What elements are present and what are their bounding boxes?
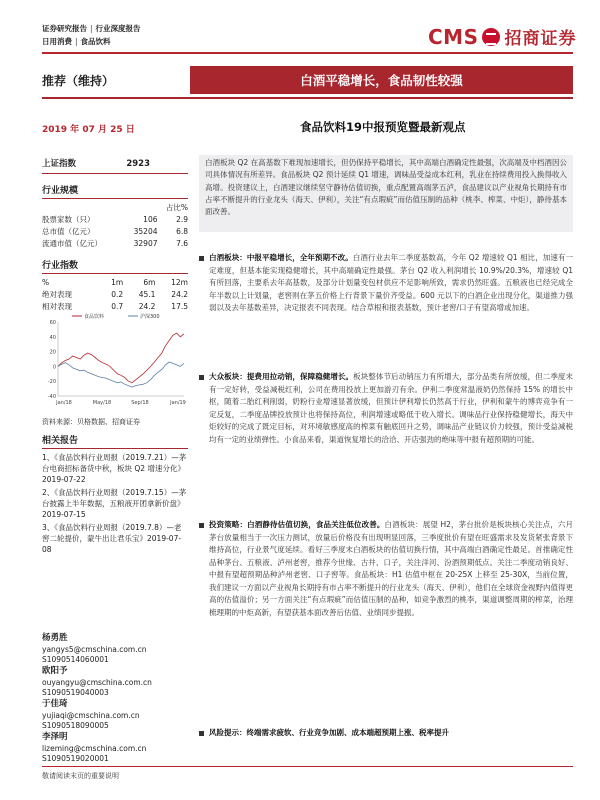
industry-scale-table [42, 202, 188, 250]
table-cell: 106 [143, 215, 158, 224]
table-cell: 0.7 [111, 302, 124, 311]
bullet-heading: 白酒板块：中报平稳增长，全年预期不改。 [209, 253, 353, 262]
related-report-item: 1、《食品饮料行业周报（2019.7.21）—茅台电商招标备货中秋，板块 Q2 增速分化》2019-07-22 [42, 453, 187, 484]
analyst-email: ouyangyu@cmschina.com.cn [42, 678, 152, 687]
bullet-square-icon [199, 731, 204, 736]
bullet-square-icon [199, 375, 204, 380]
footer-divider [42, 766, 573, 767]
table-row [42, 238, 188, 250]
legend-label: 食品饮料 [84, 314, 105, 320]
bullet-paragraph [199, 371, 573, 446]
y-tick-label: 40 [49, 334, 56, 341]
table-header: 1m [111, 278, 124, 287]
table-row [42, 226, 188, 238]
table-row [42, 202, 188, 214]
rating-divider [42, 97, 573, 99]
bullet-paragraph [199, 519, 573, 619]
analyst-name: 李泽明 [42, 732, 68, 742]
report-date: 2019 年 07 月 25 日 [42, 125, 135, 135]
table-cell: 相对表现 [42, 302, 72, 311]
analyst [42, 665, 188, 698]
rating: 推荐（维持） [42, 74, 115, 88]
index-label: 上证指数 [42, 159, 77, 169]
table-cell: 6.8 [176, 227, 188, 236]
table-row [42, 214, 188, 226]
table-cell: 总市值（亿元） [42, 227, 95, 236]
section-title: 行业规模 [42, 183, 188, 199]
industry-scale [42, 183, 188, 250]
bullet-heading: 风险提示：终端需求疲软、行业竞争加剧、成本端超预期上涨、税率提升 [209, 728, 449, 737]
bullet-square-icon [199, 523, 204, 528]
header-tag: 证券研究报告 [42, 24, 87, 33]
table-cell: 35204 [133, 227, 158, 236]
related-report-item: 3、《食品饮料行业周报（2019.7.8）—老窖二轮提价，蒙牛出让君乐宝》2019-07-08 [42, 523, 182, 554]
table-cell: 绝对表现 [42, 290, 72, 299]
y-tick-label: 60 [49, 320, 56, 326]
x-tick-label: May/18 [92, 400, 112, 406]
y-tick-label: -20 [47, 379, 56, 386]
header-divider [42, 52, 573, 54]
analyst-name: 于佳琦 [42, 699, 68, 709]
table-cell: 32907 [133, 239, 158, 248]
table-cell: 股票家数（只） [42, 215, 95, 224]
logo-chinese: 招商证券 [504, 29, 577, 49]
report-title: 食品饮料19中报预览暨最新观点 [300, 120, 466, 134]
analyst-id: S1090519020001 [42, 754, 109, 763]
section-title: 相关报告 [42, 433, 188, 449]
industry-index [42, 258, 188, 313]
banner-text: 白酒平稳增长，食品韧性较强 [300, 73, 463, 88]
analyst [42, 698, 188, 731]
table-cell: 7.6 [176, 239, 188, 248]
series-line [58, 333, 184, 383]
table-cell: 17.5 [171, 302, 188, 311]
table-cell: 流通市值（亿元） [42, 239, 102, 248]
analyst-id: S1090519040003 [42, 688, 109, 697]
analyst [42, 731, 188, 764]
footer-note: 敬请阅读末页的重要说明 [42, 772, 119, 780]
legend-label: 沪深300 [140, 314, 160, 320]
table-row [42, 277, 188, 289]
analyst-name: 杨勇胜 [42, 633, 68, 643]
index-block [42, 158, 188, 174]
table-cell: 2.9 [176, 215, 188, 224]
x-tick-label: Sep/18 [131, 400, 149, 406]
bullet-body: 板块整体节后动销压力有所增大，部分品类有所放缓，但二季度末有一定好转，受益减税红利，公司在费用投放上更加游刃有余。伊利二季度常温液奶仍然保持 15% 的增长中枢，随着二胎红利削弱，奶粉行业增速显著放缓，但预计伊利增长仍然高于行业，伊利和蒙牛的博弈竞争有一定反复，二季度品牌投放预计也将保持高位，利润增速或略低于收入增长。调味品行业保持稳健增长，海天中炬较好的完成了既定目标，对环境敏感度高的榨菜有触底回升之势，调味品产业链议价力较强，预计受益减税均有一定的业绩弹性。小食品来看，渠道恢复增长的洽洽、开店强劲的绝味等中报有超预期的可能。 [209, 372, 574, 444]
related-reports [42, 433, 188, 557]
analyst-id: S1090518090005 [42, 721, 109, 730]
x-tick-label: Jan/18 [56, 400, 72, 406]
summary-box: 白酒板块 Q2 在高基数下难现加速增长，但仍保持平稳增长，其中高端白酒确定性最强，次高端及中档酒因公司具体情况有所差异。食品板块 Q2 预计延续 Q1 增速，调味品受益成本红利，乳业在持续费用投入换得收入高增。投资建议上，白酒建议继续坚守静待估值切换，重点配置高端茅五泸，食品建议以产业视角长期持有市占率不断提升的行业龙头（海天、伊利），关注“有点瑕疵”而估值压制的品种（桃李、榨菜、中炬），静待基本面改善。 [199, 155, 573, 232]
table-header: 6m [143, 278, 156, 287]
series-line [58, 362, 184, 387]
table-header: 12m [171, 278, 188, 287]
analyst [42, 632, 188, 665]
logo-mark-icon [482, 28, 500, 46]
analysts [42, 632, 188, 764]
table-cell: 24.2 [171, 290, 188, 299]
header-tags: 证券研究报告 | 行业深度报告 日用消费 | 食品饮料 [42, 24, 141, 46]
index-value: 2923 [126, 159, 150, 169]
table-header: 占比% [165, 203, 188, 212]
y-tick-label: 0 [52, 364, 56, 371]
bullet-paragraph [199, 252, 573, 315]
y-tick-label: -40 [47, 394, 56, 400]
y-tick-label: 20 [49, 349, 56, 356]
header-tag: 食品饮料 [80, 37, 111, 46]
index-chart-svg [42, 312, 188, 412]
table-cell: 45.1 [138, 290, 156, 299]
bullet-body: 白酒板块：展望 H2，茅台批价是板块核心关注点，六月茅台放量相当于一次压力测试，放量后价格没有出现明显回落，三季度批价有望在旺盛需求及发货紧张背景下维持高位，行业景气度延续。看好三季度末白酒板块的估值切换行情，其中高端白酒确定性最足。首推确定性品种茅台、五粮液、泸州老窖，推荐今世缘、古井、口子，关注洋河、汾酒预期低点。关注二季度动销良好、中报有望超预期品种泸州老窖、口子窖等。食品板块：H1 估值中枢在 20-25X 上移至 25-30X，当前位置，我们建议一方面以产业视角长期持有市占率不断提升的行业龙头（海天、伊利），他们在全球资金视野内值得更高的估值溢价；另一方面关注“有点瑕疵”而估值压制的品种，如竞争激烈的桃李，渠道调整周期的榨菜，治理梳理期的中炬高新，有望获基本面改善后估值、业绩同步提振。 [209, 520, 574, 617]
chart-source: 资料来源：贝格数据、招商证券 [42, 418, 140, 426]
table-row [42, 289, 188, 301]
bullet-square-icon [199, 256, 204, 261]
industry-index-table [42, 277, 188, 313]
bullet-heading: 大众板块：提费用拉动销，保障稳健增长。 [209, 372, 354, 381]
bullet-paragraph [199, 727, 573, 740]
analyst-email: yujiaqi@cmschina.com.cn [42, 711, 140, 720]
bullet-body: 白酒行业去年二季度基数高，今年 Q2 增速较 Q1 相比，加速有一定难度，但基本能实现稳健增长，其中高端确定性最强。茅台 Q2 收入利润增长 10.9%/20.3%，增速较 Q1 有所回落，主要系去年高基数，及部分计划量变包材供应不足影响所致，需求仍然旺盛。五粮液也已经完成全年半数以上计划量，老窖则在茅五价格上行背景下量价齐受益。600 元以下的白酒企业出现分化，渠道推力强弱以及去年基数差异，决定报表不同表现。结合草根和报表基数，预计老窖/口子有望高增或加速。 [209, 253, 574, 312]
analyst-email: yangys5@cmschina.com.cn [42, 645, 147, 654]
table-cell: 0.2 [111, 290, 124, 299]
analyst-email: lizeming@cmschina.com.cn [42, 744, 147, 753]
logo-latin: CMS [428, 24, 479, 49]
table-cell: 24.2 [138, 302, 156, 311]
index-chart [42, 312, 188, 412]
bullet-heading: 投资策略：白酒静待估值切换，食品关注低位改善。 [209, 520, 385, 529]
banner-title [190, 66, 573, 94]
header-tag: 日用消费 [42, 37, 72, 46]
logo [428, 24, 576, 49]
header-tag: 行业深度报告 [95, 24, 141, 33]
table-header: % [42, 278, 50, 287]
x-tick-label: Jan/19 [170, 400, 186, 406]
section-title: 行业指数 [42, 258, 188, 274]
related-report-item: 2、《食品饮料行业周报（2019.7.15）—茅台披露上半年数据，五粮液开团拿新价盘》2019-07-15 [42, 488, 187, 519]
analyst-id: S1090514060001 [42, 655, 109, 664]
analyst-name: 欧阳予 [42, 666, 68, 676]
